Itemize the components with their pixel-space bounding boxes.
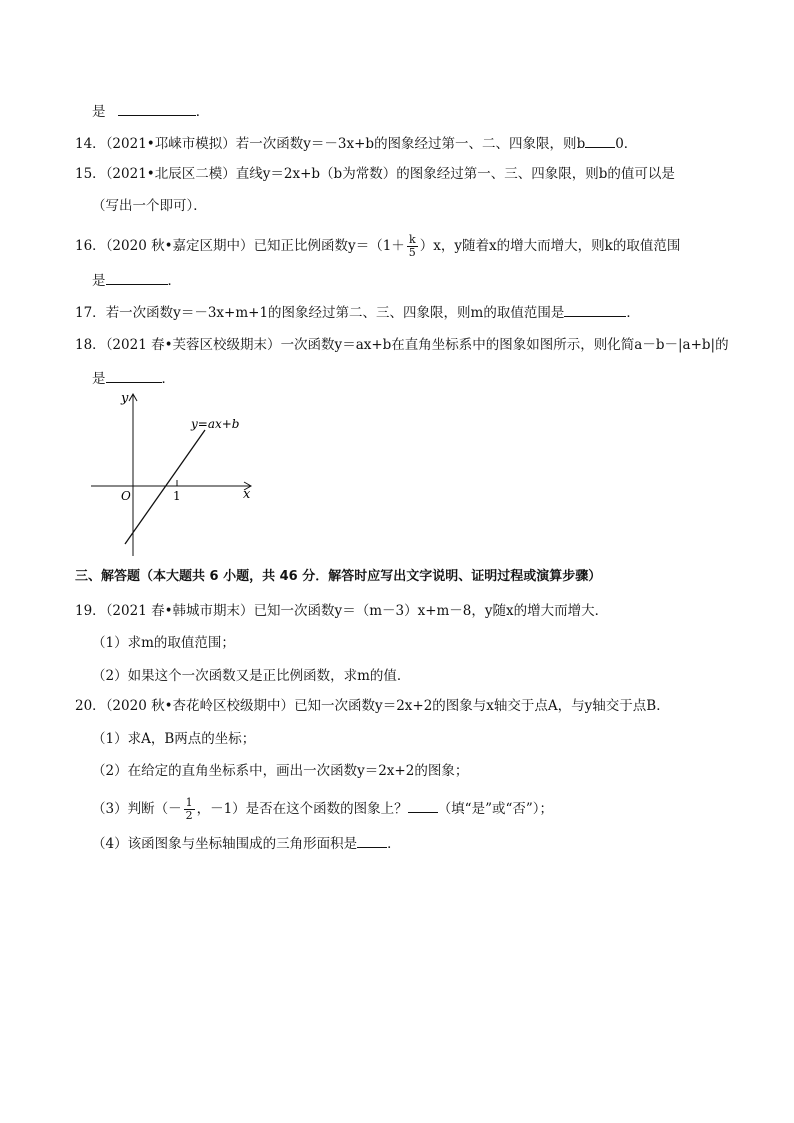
question-20-part3: （3）判断（－ $\frac{1}{2}$ ，－1）是否在这个函数的图象上？ （填“是”或“否”）； xyxy=(92,796,554,822)
answer-blank[interactable] xyxy=(585,133,615,148)
question-20-part4: （4）该函图象与坐标轴围成的三角形面积是 ． xyxy=(92,833,401,854)
line-label: y=ax+b xyxy=(191,417,240,431)
question-20-part2: （2）在给定的直角坐标系中，画出一次函数y＝2x+2的图象； xyxy=(92,763,469,779)
question-16-line2: 是 ． xyxy=(92,270,181,291)
answer-blank[interactable] xyxy=(564,302,626,317)
question-15: 15．（2021•北辰区二模）直线y＝2x+b（b为常数）的图象经过第一、三、四象限，则b的值可以是 xyxy=(75,166,675,182)
coordinate-graph xyxy=(85,388,265,560)
y-axis-label: y xyxy=(121,391,129,406)
fraction: $\frac{1}{2}$ xyxy=(185,796,193,822)
question-18: 18．（2021 春•芙蓉区校级期末）一次函数y＝ax+b在直角坐标系中的图象如图所示，则化简a－b－|a+b|的 xyxy=(75,337,729,353)
question-14: 14．（2021•邛崃市模拟）若一次函数y＝－3x+b的图象经过第一、二、四象限，则b 0． xyxy=(75,133,637,154)
answer-blank[interactable] xyxy=(106,270,168,285)
question-19-part2: （2）如果这个一次函数又是正比例函数，求m的值． xyxy=(92,668,411,684)
question-19: 19．（2021 春•韩城市期末）已知一次函数y＝（m－3）x+m－8，y随x的增大而增大． xyxy=(75,603,609,619)
tick-label-1: 1 xyxy=(173,489,181,503)
answer-blank[interactable] xyxy=(357,833,387,848)
function-line xyxy=(125,430,205,544)
question-17: 17．若一次函数y＝－3x+m+1的图象经过第二、三、四象限，则m的取值范围是 ． xyxy=(75,302,640,323)
answer-blank[interactable] xyxy=(106,368,162,383)
question-19-part1: （1）求m的取值范围； xyxy=(92,635,235,651)
question-16: 16．（2020 秋•嘉定区期中）已知正比例函数y＝（1＋ $\frac{k}{5}$ ）x，y随着x的增大而增大，则k的取值范围 xyxy=(75,233,681,259)
q13-tail: 是 ． xyxy=(92,101,209,122)
answer-blank[interactable] xyxy=(408,798,438,813)
answer-blank[interactable] xyxy=(118,101,196,116)
question-15-line2: （写出一个即可）． xyxy=(92,198,207,214)
fraction: $\frac{k}{5}$ xyxy=(408,233,416,259)
section-3-title: 三、解答题（本大题共 6 小题，共 46 分．解答时应写出文字说明、证明过程或演算步骤） xyxy=(75,569,602,584)
origin-label: O xyxy=(121,489,131,503)
question-20-part1: （1）求A，B两点的坐标； xyxy=(92,731,256,747)
x-axis-label: x xyxy=(243,487,251,502)
question-20: 20．（2020 秋•杏花岭区校级期中）已知一次函数y＝2x+2的图象与x轴交于点A，与y轴交于点B． xyxy=(75,698,670,714)
question-18-line2: 是 ． xyxy=(92,368,175,389)
